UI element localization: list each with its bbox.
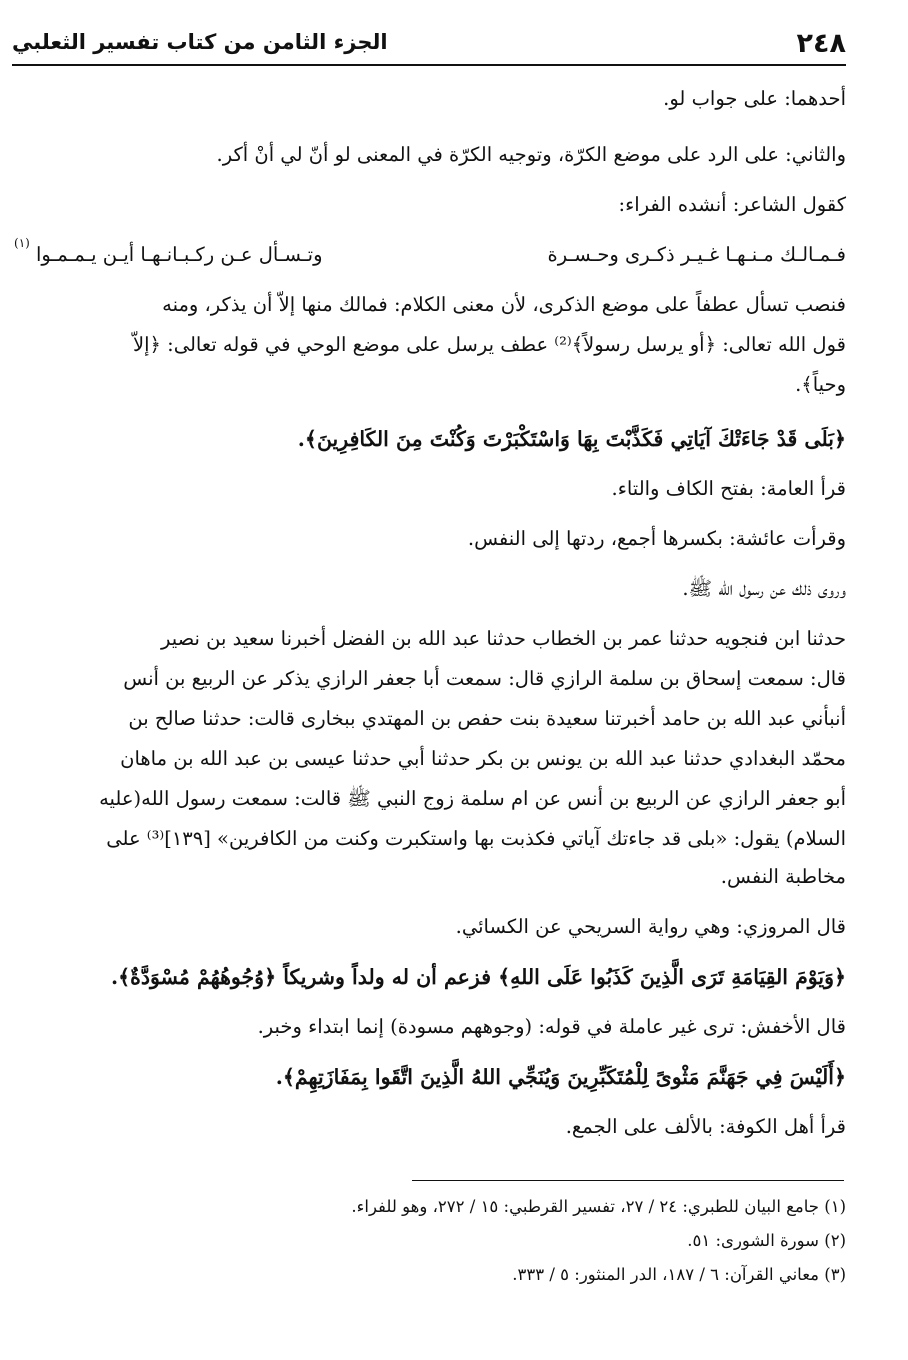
text-line: وروى ذلك عن رسول الله ﷺ. <box>682 577 846 600</box>
text-line: وقرأت عائشة: بكسرها أجمع، ردتها إلى النفس. <box>467 527 846 550</box>
page-header <box>12 26 846 66</box>
text-line: أنبأني عبد الله بن حامد أخبرتنا سعيدة بنت حفص بن المهتدي ببخارى قالت: حدثنا صالح بن <box>128 707 846 730</box>
quran-verse: ﴿وَيَوْمَ القِيَامَةِ تَرَى الَّذِينَ كَذَبُوا عَلَى اللهِ﴾ فزعم أن له ولداً وشريكاً ﴿وُجُوهُهُمْ مُسْوَدَّةٌ﴾. <box>110 965 846 989</box>
text-line: السلام) يقول: «بلى قد جاءتك آياتي فكذبت بها واستكبرت وكنت من الكافرين» [١٣٩]⁽³⁾ على <box>106 827 846 850</box>
footnote: (٣) معاني القرآن: ٦ / ١٨٧، الدر المنثور: ٥ / ٣٣٣. <box>512 1265 846 1284</box>
text-line: أبو جعفر الرازي عن الربيع بن أنس عن ام سلمة زوج النبي ﷺ قالت: سمعت رسول الله(عليه <box>99 787 846 810</box>
poem-first-hemistich: فـمـالـك مـنـهـا غـيـر ذكـرى وحـسـرة <box>547 243 846 266</box>
text-line: فنصب تسأل عطفاً على موضع الذكرى، لأن معنى الكلام: فمالك منها إلاّ أن يذكر، ومنه <box>162 293 846 316</box>
text-line: كقول الشاعر: أنشده الفراء: <box>618 193 846 216</box>
quran-verse: ﴿بَلَى قَدْ جَاءَتْكَ آيَاتِي فَكَذَّبْتَ بِهَا وَاسْتَكْبَرْتَ وَكُنْتَ مِنَ الكَافِرِينَ﴾. <box>297 427 846 451</box>
running-title: الجزء الثامن من كتاب تفسير الثعلبي <box>12 30 388 54</box>
text-line: قرأ أهل الكوفة: بالألف على الجمع. <box>565 1115 846 1138</box>
text-line: مخاطبة النفس. <box>720 865 846 888</box>
text-line: قرأ العامة: بفتح الكاف والتاء. <box>611 477 846 500</box>
page-number: ٢٤٨ <box>796 28 846 59</box>
footnote-ref: (١) <box>14 236 30 250</box>
poem-verse <box>14 236 846 270</box>
text-line: حدثنا ابن فنجويه حدثنا عمر بن الخطاب حدثنا عبد الله بن الفضل أخبرنا سعيد بن نصير <box>160 627 846 650</box>
footnote: (٢) سورة الشورى: ٥١. <box>687 1231 846 1250</box>
text-line: وحياً﴾. <box>795 373 846 396</box>
quran-verse: ﴿أَلَيْسَ فِي جَهَنَّمَ مَثْوىً لِلْمُتَكَبِّرِينَ وَيُنَجِّي اللهُ الَّذِينَ اتَّقَوا بِمَفَازَتِهِمْ﴾. <box>275 1065 846 1089</box>
text-line: قال: سمعت إسحاق بن سلمة الرازي قال: سمعت أبا جعفر الرازي يذكر عن الربيع بن أنس <box>123 667 846 690</box>
footnote: (١) جامع البيان للطبري: ٢٤ / ٢٧، تفسير القرطبي: ١٥ / ٢٧٢، وهو للفراء. <box>351 1197 846 1216</box>
text-line: قال المروزي: وهي رواية السريحي عن الكسائي. <box>455 915 846 938</box>
poem-second-hemistich: وتـسـأل عـن ركـبـانـهـا أيـن يـمـمـوا <box>36 243 323 266</box>
text-line: قال الأخفش: ترى غير عاملة في قوله: (وجوههم مسودة) إنما ابتداء وخبر. <box>257 1015 846 1038</box>
footnote-separator <box>412 1180 844 1181</box>
text-line: محمّد البغدادي حدثنا عبد الله بن يونس بن بكر حدثنا أبي حدثنا عيسى بن عبد الله بن ماهان <box>120 747 846 770</box>
text-line: والثاني: على الرد على موضع الكرّة، وتوجيه الكرّة في المعنى لو أنّ لي أنْ أكر. <box>216 143 846 166</box>
text-line: أحدهما: على جواب لو. <box>663 87 846 110</box>
text-line: قول الله تعالى: ﴿أو يرسل رسولاً﴾⁽²⁾ عطف يرسل على موضع الوحي في قوله تعالى: ﴿إلاّ <box>132 333 846 356</box>
